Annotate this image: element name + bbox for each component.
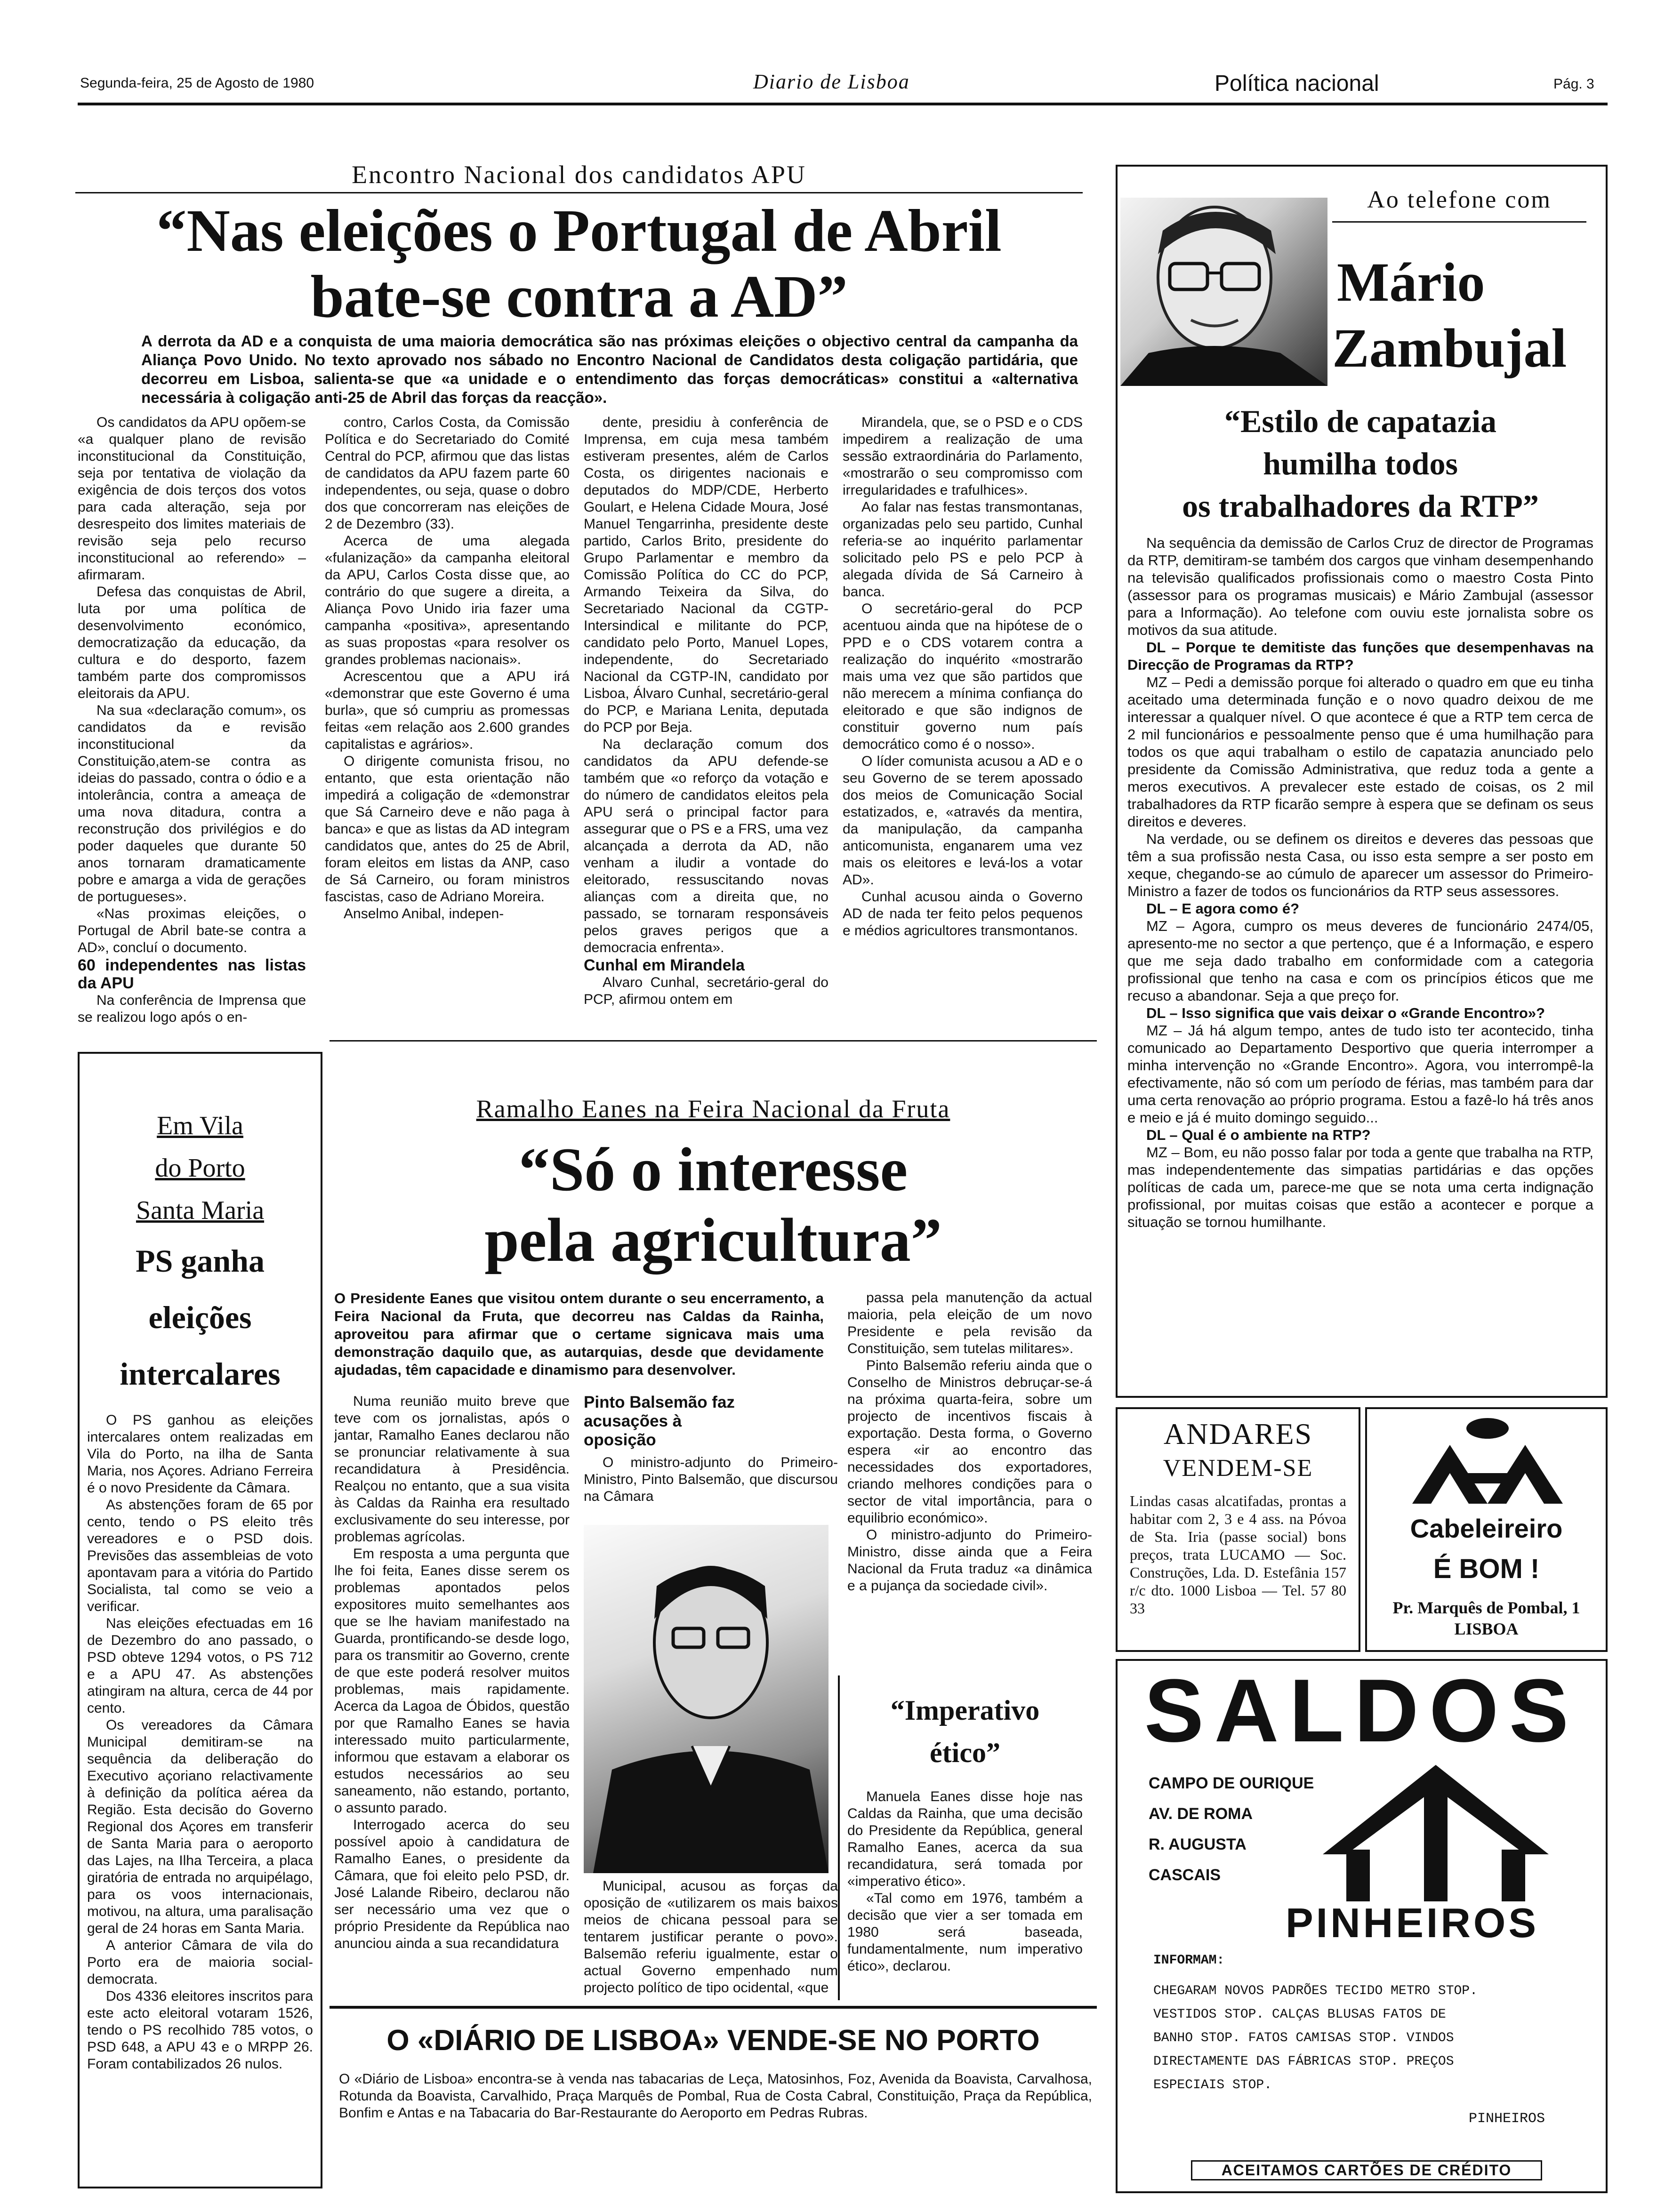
apu-col4-para: O secretário-geral do PCP acentuou ainda que na hipótese de o PPD e o CDS votarem contra a realização do inquérito «mostrarão mais uma vez que são partidos que não merecem a mínima confiança do eleitorado e que são indignos de constituir governo num país democrático como é o nosso». — [843, 601, 1083, 752]
eanes-col2-para: O ministro-adjunto do Primeiro-Ministro, Pinto Balsemão, que discursou na Câmara — [584, 1455, 838, 1504]
saldos-footer: ACEITAMOS CARTÕES DE CRÉDITO — [1191, 2160, 1542, 2180]
saldos-inform-line: DIRECTAMENTE DAS FÁBRICAS STOP. PREÇOS — [1153, 2054, 1454, 2069]
ps-headline-2: eleições — [148, 1299, 252, 1335]
apu-col3-para: Na declaração comum dos candidatos da APU defende-se também que «o reforço da votação e do número de candidatos eleitos pela APU será o principal factor para assegurar que o PS e a FRS, uma vez alcançada a derrota da AD, não venham a iludir a vontade do eleitorado, ressuscitando novas alianças com a direita que, no passado, se tornaram responsáveis pelos graves perigos que a democracia enfrenta». — [584, 737, 828, 955]
saldos-title: SALDOS — [1144, 1661, 1579, 1761]
apu-headline-2: bate-se contra a AD” — [310, 263, 848, 330]
apu-col3-para: dente, presidiu à conferência de Imprensa, em cuja mesa também estiveram presentes, além de Carlos Costa, os dirigentes nacionais e deputados do MDP/CDE, Herberto Goulart, e Helena Cidade Moura, José Manuel Tengarrinha, presidente deste partido, Carlos Brito, presidente do Grupo Parlamentar e membro da Comissão Política do CC do PCP, Armando Teixeira da Silva, do Secretariado Nacional da CGTP-Intersindical e militante do PCP, candidato pelo Porto, Manuel Lopes, independente, do Secretariado Nacional da CGTP-IN, candidato por Lisboa, Álvaro Cunhal, secretário-geral do PCP, e Mariana Lenita, deputada do PCP por Beja. — [584, 415, 828, 735]
ps-para: Nas eleições efectuadas em 16 de Dezembro do ano passado, o PSD obteve 1294 votos, o PS 712 e a APU 47. As abstenções atingiram na altura, cerca de 44 por cento. — [87, 1616, 313, 1716]
eanes-lead: O Presidente Eanes que visitou ontem durante o seu encerramento, a Feira Nacional da Fruta, que decorreu nas Caldas da Rainha, aproveitou para afirmar que o certame signicava mais uma demonstração daquilo que, as autarquias, desde que devidamente ajudadas, têm capacidade e dinamismo para desenvolver. — [334, 1290, 824, 1378]
zambujal-photo — [1120, 198, 1327, 386]
eanes-col3-para: O ministro-adjunto do Primeiro-Ministro, disse ainda que a Feira Nacional da Fruta traduz «a dinâmica e a pujança da sociedade civil». — [847, 1527, 1092, 1594]
eanes-column-1 — [334, 1393, 570, 2005]
eanes-headline-1: “Só o interesse — [518, 1135, 908, 1204]
tree-logo-icon — [1318, 1760, 1553, 1901]
apu-col1-para: Defesa das conquistas de Abril, luta por uma política de desenvolvimento económico, democratização da educação, da cultura e do desporto, fazem também parte dos compromissos eleitorais da APU. — [78, 584, 306, 701]
saldos-inform-label: INFORMAM: — [1153, 1953, 1225, 1968]
interview-question: DL – E agora como é? — [1146, 900, 1300, 917]
interview-answer: Na verdade, ou se definem os direitos e deveres das pessoas que têm a sua profissão nesta Casa, ou isso esta sempre a ser posto em xeque, chegando-se ao cúmulo de aparecer um assessor do Primeiro-Ministro a fazer de todos os funcionários da RTP seus assessores. — [1127, 831, 1593, 899]
portrait-icon — [584, 1525, 828, 1873]
cabeleireiro-logo — [1393, 1417, 1582, 1506]
apu-col2-para: Acerca de uma alegada «fulanização» da campanha eleitoral da APU, Carlos Costa disse que, ao contrário do que sugere a direita, a Aliança Povo Unido iria fazer uma campanha «positiva», apresentando as suas propostas «para resolver os grandes problemas nacionais». — [325, 533, 570, 667]
imperativo-para: «Tal como em 1976, também a decisão que vier a ser tomada em 1980 será baseada, fundamentalmente, num imperativo ético», declarou. — [847, 1891, 1083, 1974]
interview-question: DL – Porque te demitiste das funções que desempenhavas na Direcção de Programas da RTP? — [1127, 639, 1593, 673]
interview-question: DL – Qual é o ambiente na RTP? — [1146, 1127, 1371, 1143]
ps-body — [87, 1412, 313, 2184]
saldos-store-1: CAMPO DE OURIQUE — [1149, 1774, 1314, 1792]
apu-subhead-independentes: 60 independentes nas listas da APU — [78, 956, 306, 992]
saldos-inform-line: VESTIDOS STOP. CALÇAS BLUSAS FATOS DE — [1153, 2007, 1446, 2022]
pinheiros-logo — [1318, 1760, 1553, 1901]
eanes-column-3 — [847, 1290, 1092, 1675]
imperativo-para: Manuela Eanes disse hoje nas Caldas da Rainha, que uma decisão do Presidente da República, general Ramalho Eanes, acerca da sua recandidatura, será tomada por «imperativo ético». — [847, 1789, 1083, 1889]
eanes-col1-para: Interrogado acerca do seu possível apoio à candidatura de Ramalho Eanes, o presidente da Câmara, que foi eleito pelo PSD, dr. José Lalande Ribeiro, declarou não ser necessário uma vez que o próprio Presidente da República nao anunciou ainda a sua recandidatura — [334, 1817, 570, 1951]
apu-col3-para: Alvaro Cunhal, secretário-geral do PCP, afirmou ontem em — [584, 975, 828, 1007]
andares-title-2: VENDEM-SE — [1163, 1455, 1313, 1482]
interview-kicker-rule — [1332, 221, 1586, 223]
eanes-headline-2: pela agricultura” — [484, 1205, 942, 1274]
eanes-col3-para: passa pela manutenção da actual maioria, pela eleição de um novo Presidente e pela revisão da Constituição, sem tutelas militares». — [847, 1290, 1092, 1356]
eanes-col3-para: Pinto Balsemão referiu ainda que o Conselho de Ministros debruçar-se-á na próxima quarta-feira, sobre um projecto de incentivos fiscais à exportação. Desta forma, o Governo espera «ir ao encontro das necessidades dos exportadores, criando melhores condições para o sector de vital importância, para o equilibrio económico». — [847, 1358, 1092, 1526]
interview-name-2: Zambujal — [1332, 317, 1567, 379]
apu-col1-para: Os candidatos da APU opõem-se «a qualquer plano de revisão inconstitucional da Constituição, seja por tentativa de violação da exigência de dois terços dos votos para cada alteração, seja por desrespeito dos limites materiais de revisão seja pelo recurso inconstitucional ao referendo» – afirmaram. — [78, 415, 306, 583]
interview-answer: Na sequência da demissão de Carlos Cruz de director de Programas da RTP, demitiram-se também dos cargos que vinham desempenhando na televisão qualificados profissionais como o maestro Costa Pinto (assessor para os programas musicais) e Mário Zambujal (assessor para a Informação). Ao telefone com ouviu este jornalista sobre os motivos da sua atitude. — [1127, 535, 1593, 638]
saldos-brand: PINHEIROS — [1285, 1899, 1539, 1946]
imperativo-side-rule — [838, 1675, 840, 2000]
apu-col2-para: contro, Carlos Costa, da Comissão Política e do Secretariado do Comité Central do PCP, afirmou que das listas de candidatos da APU fazem parte 60 independentes, ou seja, quase o dobro dos que concorreram nas eleições de 2 de Dezembro (33). — [325, 415, 570, 532]
apu-headline-1: “Nas eleições o Portugal de Abril — [156, 197, 1002, 264]
apu-col4-para: Ao falar nas festas transmontanas, organizadas pelo seu partido, Cunhal referia-se ao inquérito parlamentar solicitado pelo PS e pelo PCP à alegada dívida de Sá Carneiro à banca. — [843, 499, 1083, 600]
ps-kicker-3: Santa Maria — [136, 1196, 265, 1225]
andares-title-1: ANDARES — [1163, 1417, 1313, 1451]
apu-column-4 — [843, 414, 1083, 1026]
apu-col4-para: Cunhal acusou ainda o Governo AD de nada ter feito pelos pequenos e médios agricultores transmontanos. — [843, 889, 1083, 938]
interview-answer: MZ – Já há algum tempo, antes de tudo isto ter acontecido, tinha comunicado ao Departamento Desportivo que queria interromper a minha intervenção no «Grande Encontro». Agora, vou interrompê-la efectivamente, não só com um período de férias, mas também para dar uma certa renovação ao próprio programa. Estou a fazê-lo há três anos e meio e já é muito domingo seguido... — [1127, 1022, 1593, 1126]
andares-text: Lindas casas alcatifadas, prontas a habitar com 2, 3 e 4 ass. na Póvoa de Sta. Iria (passe social) bons preços, trata LUCAMO — Soc. Construções, Lda. D. Estefânia 157 r/c dto. 1000 Lisboa — Tel. 57 80 33 — [1130, 1492, 1346, 1617]
ps-para: A anterior Câmara de vila do Porto era de maioria social-democrata. — [87, 1938, 313, 1987]
ps-kicker-1: Em Vila — [157, 1111, 243, 1140]
eanes-photo — [584, 1525, 828, 1873]
apu-col2-para: O dirigente comunista frisou, no entanto, que esta orientação não impedirá a coligação de «demonstrar que Sá Carneiro deve e não paga à banca» e que as listas da AD integram candidatos que, antes do 25 de Abril, foram eleitos em listas da ANP, caso de Sá Carneiro, ou foram ministros fascistas, caso de Adriano Moreira. — [325, 753, 570, 905]
ps-headline-3: intercalares — [120, 1356, 281, 1392]
saldos-inform-line: CHEGARAM NOVOS PADRÕES TECIDO METRO STOP. — [1153, 1984, 1478, 1998]
apu-kicker: Encontro Nacional dos candidatos APU — [352, 160, 806, 189]
portrait-icon — [1120, 198, 1327, 386]
interview-answer: MZ – Agora, cumpro os meus deveres de funcionário 2474/05, apresento-me no sector a que pertenço, que é a Informação, e espero que me seja dado trabalho em conformidade com a categoria profissional que tenho na casa e com os princípios éticos que me recuso a abandonar. Seja a que preço for. — [1127, 918, 1593, 1004]
imperativo-body — [847, 1788, 1083, 1996]
apu-col1-para: Na sua «declaração comum», os candidatos da e revisão inconstitucional da Constituição,atem-se contra as ideias do passado, contra o ódio e a intolerância, contra a ameaça de uma nova ditadura, contra a reconstrução dos privilégios e do poder daqueles que durante 50 anos tornaram dramaticamente pobre e amarga a vida de gerações de portugueses». — [78, 703, 306, 905]
header-rule — [78, 103, 1608, 105]
cabeleireiro-slogan: É BOM ! — [1433, 1554, 1540, 1584]
eanes-top-rule — [330, 1040, 1097, 1042]
ps-para: O PS ganhou as eleições intercalares ontem realizadas em Vila do Porto, na ilha de Santa Maria, nos Açores. Adriano Ferreira é o novo Presidente da Câmara. — [87, 1412, 313, 1496]
ps-kicker-2: do Porto — [155, 1154, 245, 1183]
ps-para: As abstenções foram de 65 por cento, tendo o PS eleito três vereadores e o PSD dois. Previsões das assembleias de voto apontavam para a vitória do Partido Socialista, tal como se veio a verificar. — [87, 1497, 313, 1614]
page-number: Pág. 3 — [1553, 76, 1594, 92]
issue-date: Segunda-feira, 25 de Agosto de 1980 — [80, 75, 314, 91]
eanes-col1-para: Numa reunião muito breve que teve com os jornalistas, após o jantar, Ramalho Eanes declarou não se pronunciar relativamente à sua recandidatura à Presidência. Realçou no entanto, que a sua visita às Caldas da Rainha era resultado exclusivamente do seu interesse, por problemas agrícolas. — [334, 1394, 570, 1545]
interview-headline-2: humilha todos — [1263, 446, 1458, 481]
ps-para: Os vereadores da Câmara Municipal demitiram-se na sequência da deliberação do Executivo açoriano relactivamente à definição da política aérea da Região. Esta decisão do Governo Regional dos Açores em transferir de Santa Maria para o aeroporto das Lajes, na Ilha Terceira, a placa giratória de entrada no arquipélago, para os voos internacionais, motivou, na altura, uma paralisação geral de 24 horas em Santa Maria. — [87, 1717, 313, 1936]
apu-column-1 — [78, 414, 306, 1026]
porto-top-rule — [330, 2006, 1097, 2009]
section-title: Política nacional — [1215, 71, 1379, 96]
interview-answer: MZ – Pedi a demissão porque foi alterado o quadro em que eu tinha aceitado uma determinada função e o novo quadro deixou de me interessar a qualquer nível. O que acontece é que a RTP tem cerca de 2 mil funcionários e pessoalmente penso que é uma humilhação para todos os que aqui trabalham o estilo de capatazia anunciado pelo presidente da Comissão Administrativa, que reduz toda a gente a meros executivos. A prevalecer este estado de coisas, os 2 mil trabalhadores da RTP ficarão sempre à espera que se definam os seus direitos e deveres. — [1127, 674, 1593, 830]
apu-subhead-mirandela: Cunhal em Mirandela — [584, 956, 745, 974]
apu-column-3 — [584, 414, 828, 1026]
apu-column-2 — [325, 414, 570, 1026]
interview-headline-3: os trabalhadores da RTP” — [1182, 488, 1539, 524]
saldos-store-4: CASCAIS — [1149, 1866, 1221, 1884]
saldos-store-3: R. AUGUSTA — [1149, 1835, 1247, 1853]
interview-body — [1127, 534, 1593, 1386]
apu-kicker-rule — [75, 192, 1083, 193]
apu-col2-para: Acrescentou que a APU irá «demonstrar que este Governo é uma burla», que só cumpriu as promessas feitas «em relação aos 2.600 grandes capitalistas e agrários». — [325, 669, 570, 752]
porto-title: O «DIÁRIO DE LISBOA» VENDE-SE NO PORTO — [386, 2024, 1040, 2057]
apu-col4-para: Mirandela, que, se o PSD e o CDS impedirem a realização de uma sessão extraordinária do Parlamento, «mostrarão o seu compromisso com irregularidades e trafulhices». — [843, 415, 1083, 498]
imperativo-title-1: “Imperativo — [890, 1695, 1040, 1726]
interview-name-1: Mário — [1337, 251, 1485, 313]
masthead: Diario de Lisboa — [753, 70, 910, 93]
aa-logo-icon — [1393, 1417, 1582, 1506]
apu-col2-para: Anselmo Anibal, indepen- — [344, 906, 504, 922]
porto-text: O «Diário de Lisboa» encontra-se à venda nas tabacarias de Leça, Matosinhos, Foz, Avenida da Boavista, Carvalhosa, Rotunda da Boavista, Carvalhido, Praça Marquês de Pombal, Rua de Costa Cabral, Constituição, Praça da República, Bonfim e Antas e na Tabacaria do Bar-Restaurante do Aeroporto em Pedras Rubras. — [339, 2071, 1092, 2121]
apu-col1-para: «Nas proximas eleições, o Portugal de Abril bate-se contra a AD», concluí o documento. — [78, 906, 306, 955]
saldos-signature: PINHEIROS — [1469, 2111, 1545, 2127]
cabeleireiro-name: Cabeleireiro — [1410, 1514, 1563, 1543]
saldos-inform-line: BANHO STOP. FATOS CAMISAS STOP. VINDOS — [1153, 2031, 1454, 2045]
cabeleireiro-address-1: Pr. Marquês de Pombal, 1 — [1392, 1598, 1580, 1617]
apu-col4-para: O líder comunista acusou a AD e o seu Governo de se terem apossado dos meios de Comunicação Social estatizados, e, «através da mentira, da manipulação, da campanha anticomunista, enganarem uma vez mais os eleitores e levá-los a votar AD». — [843, 753, 1083, 888]
eanes-col1-para: Em resposta a uma pergunta que lhe foi feita, Eanes disse serem os problemas apontados pelos expositores muito semelhantes aos que se lhe haviam manifestado na Guarda, prontificando-se desde logo, para os transmitir ao Governo, crente de que este poderá resolver muitos problemas, mais rapidamente. Acerca da Lagoa de Óbidos, questão por que Ramalho Eanes se havia interessado muito particularmente, informou que estavam a elaborar os estudos necessários ao seu saneamento, não estando, portanto, o assunto parado. — [334, 1546, 570, 1816]
eanes-subhead-balsemao: Pinto Balsemão faz acusações à oposição — [584, 1393, 735, 1449]
apu-col1-para: Na conferência de Imprensa que se realizou logo após o en- — [78, 993, 306, 1025]
ps-headline-1: PS ganha — [136, 1243, 265, 1279]
eanes-col2-para: Municipal, acusou as forças da oposição de «utilizarem os mais baixos meios de chicana pessoal para se tentarem justificar perante o povo». Balsemão referiu igualmente, estar o actual Governo empenhado num projecto político de tipo ocidental, «que — [584, 1878, 838, 1996]
interview-question: DL – Isso significa que vais deixar o «Grande Encontro»? — [1146, 1005, 1545, 1021]
interview-headline-1: “Estilo de capatazia — [1224, 403, 1496, 439]
imperativo-title-2: ético” — [930, 1737, 1000, 1768]
cabeleireiro-address-2: LISBOA — [1454, 1619, 1519, 1638]
interview-answer: MZ – Bom, eu não posso falar por toda a gente que trabalha na RTP, mas independentemente das simpatias partidárias e das opções políticas de cada um, parece-me que se nota uma certa indignação profissional, por muitas coisas que estão a acontecer e porque a situação se tornou humilhante. — [1127, 1144, 1593, 1230]
ps-para: Dos 4336 eleitores inscritos para este acto eleitoral votaram 1526, tendo o PS recolhido 785 votos, o PSD 648, a APU 43 e o MRPP 26. Foram contabilizados 26 nulos. — [87, 1988, 313, 2072]
saldos-store-2: AV. DE ROMA — [1149, 1805, 1253, 1823]
eanes-column-2-top — [584, 1454, 838, 1525]
interview-kicker: Ao telefone com — [1367, 186, 1552, 213]
apu-lead: A derrota da AD e a conquista de uma maioria democrática são nas próximas eleições o objectivo central da campanha da Aliança Povo Unido. No texto aprovado nos sábado no Encontro Nacional de Candidatos desta coligação partidária, que decorreu em Lisboa, salienta-se que «a unidade e o entendimento das forças democráticas» constitui a «alternativa necessária à coligação anti-25 de Abril das forças da reacção». — [141, 332, 1078, 406]
saldos-inform-line: ESPECIAIS STOP. — [1153, 2078, 1272, 2092]
eanes-kicker: Ramalho Eanes na Feira Nacional da Fruta — [476, 1095, 950, 1123]
